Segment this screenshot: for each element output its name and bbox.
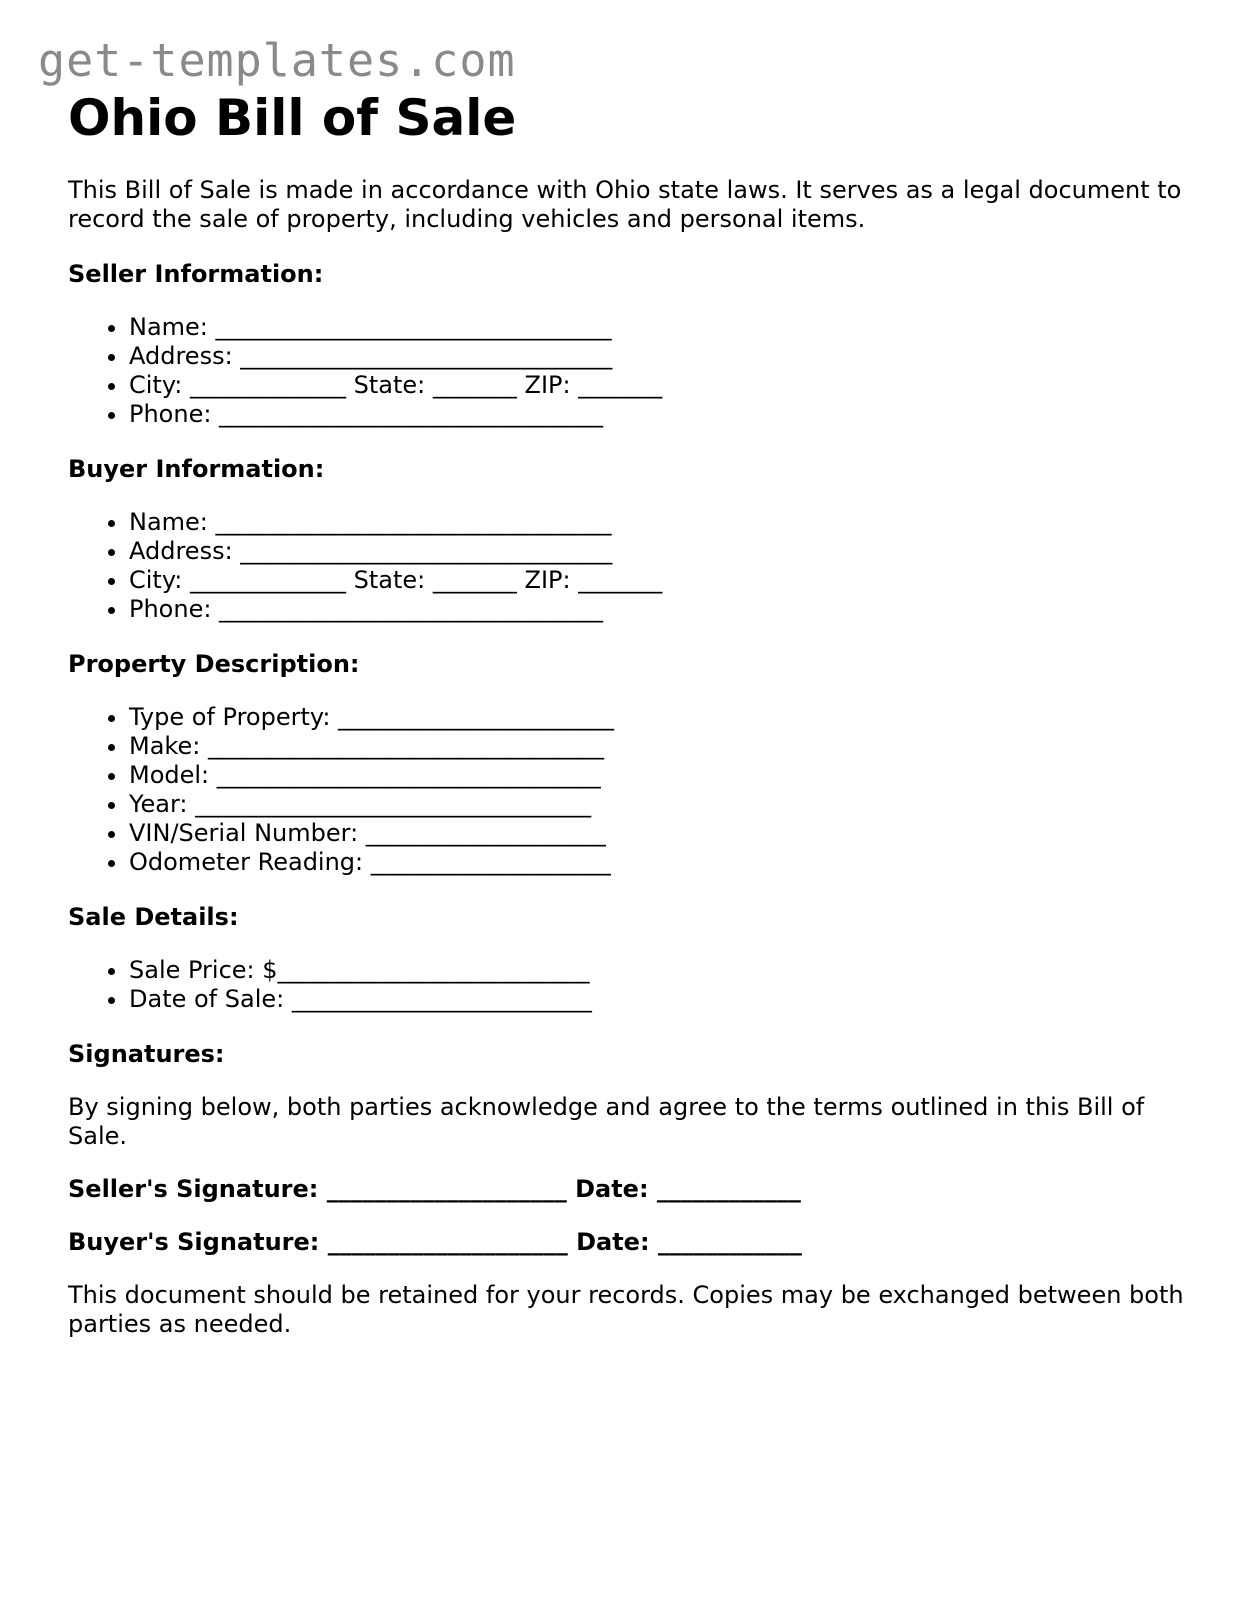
- buyer-city-state-zip-field: • City: _____________ State: _______ ZIP: _______: [129, 566, 1188, 595]
- buyer-heading: Buyer Information:: [68, 455, 325, 483]
- sale-heading: Sale Details:: [68, 903, 239, 931]
- signatures-statement: By signing below, both parties acknowledge and agree to the terms outlined in this Bill of Sale.: [68, 1093, 1145, 1150]
- document-body: [68, 88, 1188, 1339]
- seller-list: [68, 313, 1188, 429]
- buyer-name-field: • Name: _________________________________: [129, 508, 1188, 537]
- seller-phone-field: • Phone: ________________________________: [129, 400, 1188, 429]
- watermark: get-templates.com: [38, 34, 516, 87]
- property-vin-field: • VIN/Serial Number: ____________________: [129, 819, 1188, 848]
- seller-address-field: • Address: _______________________________: [129, 342, 1188, 371]
- buyer-signature-line: Buyer's Signature: ____________________ Date: ____________: [68, 1228, 802, 1256]
- seller-city-state-zip-field: • City: _____________ State: _______ ZIP: _______: [129, 371, 1188, 400]
- buyer-list: [68, 508, 1188, 624]
- property-list: [68, 703, 1188, 877]
- sale-price-field: • Sale Price: $__________________________: [129, 956, 1188, 985]
- sale-list: [68, 956, 1188, 1014]
- property-model-field: • Model: ________________________________: [129, 761, 1188, 790]
- seller-signature-line: Seller's Signature: ____________________ Date: ____________: [68, 1175, 801, 1203]
- property-make-field: • Make: _________________________________: [129, 732, 1188, 761]
- seller-name-field: • Name: _________________________________: [129, 313, 1188, 342]
- sale-date-field: • Date of Sale: _________________________: [129, 985, 1188, 1014]
- intro-paragraph: This Bill of Sale is made in accordance with Ohio state laws. It serves as a legal document to record the sale of property, including vehicles and personal items.: [68, 176, 1182, 233]
- footer-note: This document should be retained for your records. Copies may be exchanged between both parties as needed.: [68, 1281, 1184, 1338]
- property-odometer-field: • Odometer Reading: ____________________: [129, 848, 1188, 877]
- page-title: Ohio Bill of Sale: [68, 89, 517, 147]
- buyer-address-field: • Address: _______________________________: [129, 537, 1188, 566]
- property-type-field: • Type of Property: _______________________: [129, 703, 1188, 732]
- seller-heading: Seller Information:: [68, 260, 324, 288]
- property-heading: Property Description:: [68, 650, 360, 678]
- signatures-heading: Signatures:: [68, 1040, 225, 1068]
- buyer-phone-field: • Phone: ________________________________: [129, 595, 1188, 624]
- property-year-field: • Year: _________________________________: [129, 790, 1188, 819]
